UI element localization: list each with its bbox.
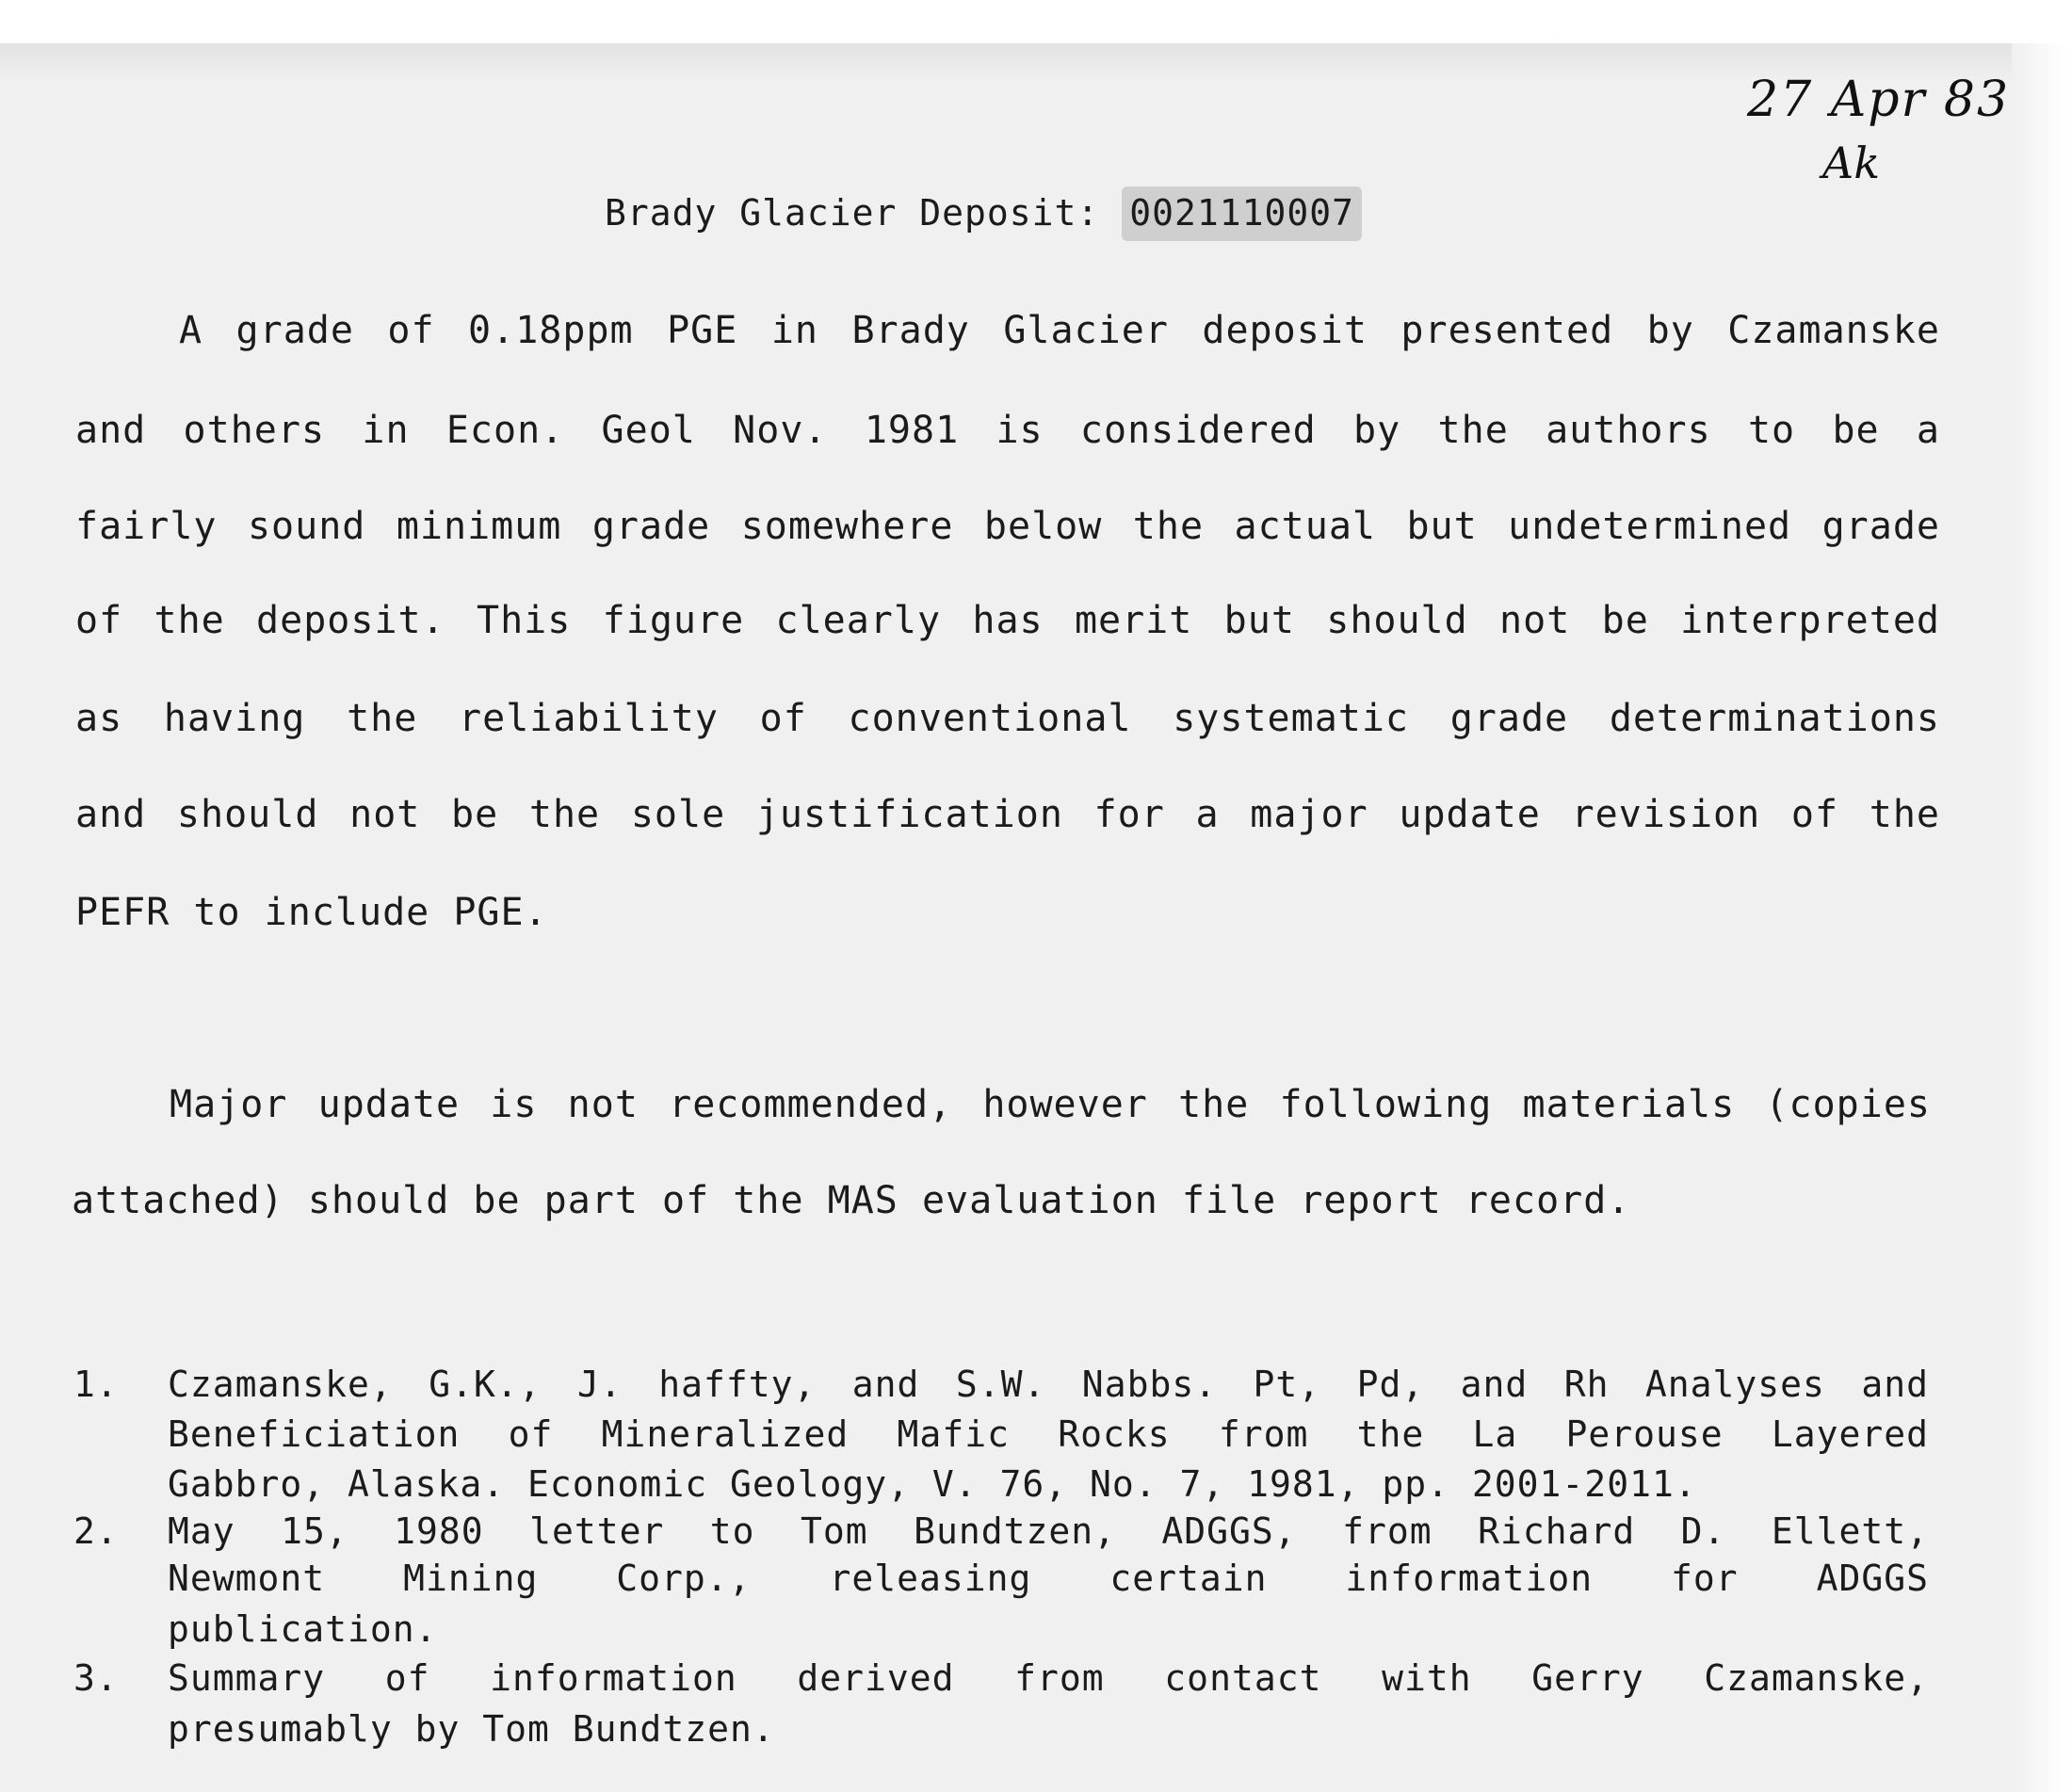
reference-number: 1. [73, 1364, 119, 1405]
paragraph-line: and should not be the sole justification for a major update revision of the [75, 793, 1940, 836]
deposit-id: 0021110007 [1122, 186, 1362, 241]
reference-line: Beneficiation of Mineralized Mafic Rocks from the La Perouse Layered [168, 1413, 1929, 1455]
paragraph-line: PEFR to include PGE. [75, 891, 548, 934]
reference-number: 2. [73, 1510, 119, 1552]
paragraph-line: and others in Econ. Geol Nov. 1981 is considered by the authors to be a [75, 409, 1940, 452]
paragraph-line: as having the reliability of conventional systematic grade determinations [75, 697, 1940, 740]
paragraph-line: A grade of 0.18ppm PGE in Brady Glacier deposit presented by Czamanske [179, 309, 1940, 352]
reference-line: presumably by Tom Bundtzen. [168, 1708, 775, 1750]
paragraph-line: attached) should be part of the MAS evaluation file report record. [72, 1179, 1631, 1222]
handwritten-initials: Ak [1822, 137, 1881, 188]
reference-line: May 15, 1980 letter to Tom Bundtzen, ADGGS, from Richard D. Ellett, [168, 1510, 1929, 1552]
document-title [605, 192, 1362, 234]
reference-line: Newmont Mining Corp., releasing certain information for ADGGS [168, 1558, 1929, 1599]
reference-line: publication. [168, 1608, 438, 1650]
reference-line: Czamanske, G.K., J. haffty, and S.W. Nabbs. Pt, Pd, and Rh Analyses and [168, 1364, 1929, 1405]
document-page [0, 43, 2068, 1792]
handwritten-date: 27 Apr 83 [1747, 72, 2011, 128]
reference-number: 3. [73, 1657, 119, 1699]
paragraph-line: Major update is not recommended, however the following materials (copies [170, 1083, 1931, 1126]
paragraph-line: fairly sound minimum grade somewhere below the actual but undetermined grade [75, 505, 1940, 548]
reference-line: Gabbro, Alaska. Economic Geology, V. 76, No. 7, 1981, pp. 2001-2011. [168, 1463, 1697, 1505]
paragraph-line: of the deposit. This figure clearly has merit but should not be interpreted [75, 599, 1940, 642]
reference-line: Summary of information derived from contact with Gerry Czamanske, [168, 1657, 1929, 1699]
page-edge [2012, 43, 2068, 1792]
title-label: Brady Glacier Deposit: [605, 192, 1100, 234]
